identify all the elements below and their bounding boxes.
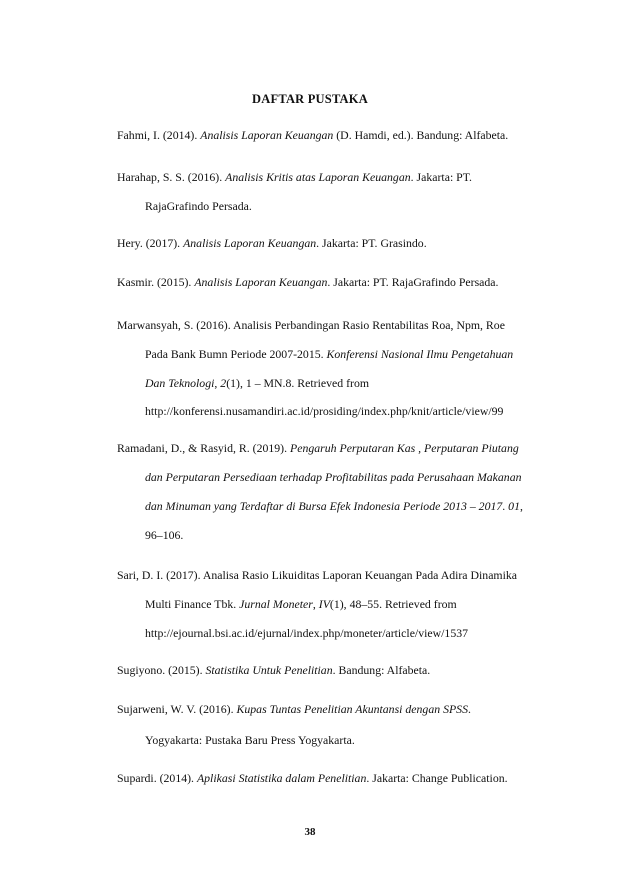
reference-italic-text: Dan Teknologi xyxy=(145,376,215,390)
reference-italic-text: Aplikasi Statistika dalam Penelitian xyxy=(196,771,367,785)
reference-italic-text: Kupas Tuntas Penelitian Akuntansi dengan SPSS xyxy=(236,702,468,716)
reference-entry xyxy=(117,568,517,583)
reference-continuation-line xyxy=(145,499,523,514)
reference-italic-text: dan Perputaran Persediaan terhadap Profitabilitas pada Perusahaan Makanan xyxy=(145,470,522,484)
reference-entry xyxy=(117,170,472,185)
reference-continuation-line xyxy=(145,347,513,362)
reference-text: (1), 48–55. Retrieved from xyxy=(329,597,457,611)
reference-continuation-line xyxy=(145,626,468,641)
reference-text: Kasmir. (2015). xyxy=(117,275,195,289)
reference-italic-text: dan Minuman yang Terdaftar di Bursa Efek Indonesia Periode 2013 – 2017 xyxy=(145,499,503,513)
reference-text: , xyxy=(312,597,319,611)
reference-italic-text: Analisis Kritis atas Laporan Keuangan xyxy=(225,170,411,184)
reference-entry xyxy=(117,128,508,143)
reference-italic-text: Jurnal Moneter xyxy=(239,597,313,611)
page-number: 38 xyxy=(304,826,316,838)
reference-entry xyxy=(117,236,427,251)
reference-entry xyxy=(117,318,505,333)
reference-text: Harahap, S. S. (2016). xyxy=(117,170,226,184)
reference-continuation-line xyxy=(145,733,355,748)
reference-text: , xyxy=(519,499,523,513)
reference-italic-text: 2 xyxy=(220,376,227,390)
reference-text: Sugiyono. (2015). xyxy=(117,663,206,677)
reference-text: . xyxy=(502,499,509,513)
reference-text: (D. Hamdi, ed.). Bandung: Alfabeta. xyxy=(333,128,509,142)
reference-italic-text: Pengaruh Perputaran Kas , Perputaran Piutang xyxy=(290,441,519,455)
reference-continuation-line xyxy=(145,199,252,214)
reference-italic-text: Analisis Laporan Keuangan xyxy=(200,128,334,142)
reference-continuation-line xyxy=(145,528,183,543)
reference-text: RajaGrafindo Persada. xyxy=(145,199,252,213)
reference-text: , xyxy=(214,376,221,390)
page-title: DAFTAR PUSTAKA xyxy=(252,92,368,106)
reference-text: (1), 1 – MN.8. Retrieved from xyxy=(226,376,370,390)
reference-continuation-line xyxy=(145,470,522,485)
reference-text: 96–106. xyxy=(145,528,184,542)
reference-entry xyxy=(117,702,471,717)
reference-entry xyxy=(117,771,508,786)
reference-entry xyxy=(117,441,519,456)
reference-continuation-line xyxy=(145,404,503,419)
reference-text: Ramadani, D., & Rasyid, R. (2019). xyxy=(117,441,291,455)
reference-italic-text: IV xyxy=(318,597,330,611)
reference-italic-text: Statistika Untuk Penelitian xyxy=(205,663,333,677)
reference-text: Fahmi, I. (2014). xyxy=(117,128,201,142)
reference-italic-text: 01 xyxy=(508,499,520,513)
reference-text: . xyxy=(467,702,471,716)
reference-text: . Jakarta: PT. RajaGrafindo Persada. xyxy=(327,275,499,289)
reference-entry xyxy=(117,663,430,678)
reference-text: Multi Finance Tbk. xyxy=(145,597,240,611)
reference-text: http://ejournal.bsi.ac.id/ejurnal/index.php/moneter/article/view/1537 xyxy=(145,626,469,640)
reference-text: Supardi. (2014). xyxy=(117,771,197,785)
reference-entry xyxy=(117,275,499,290)
reference-text: Sari, D. I. (2017). Analisa Rasio Likuiditas Laporan Keuangan Pada Adira Dinamika xyxy=(117,568,518,582)
reference-text: Hery. (2017). xyxy=(117,236,184,250)
reference-text: . Bandung: Alfabeta. xyxy=(332,663,431,677)
reference-italic-text: Analisis Laporan Keuangan xyxy=(194,275,328,289)
reference-text: . Jakarta: PT. Grasindo. xyxy=(316,236,427,250)
reference-text: Yogyakarta: Pustaka Baru Press Yogyakarta. xyxy=(145,733,355,747)
reference-text: Pada Bank Bumn Periode 2007-2015. xyxy=(145,347,327,361)
reference-text: Marwansyah, S. (2016). Analisis Perbandingan Rasio Rentabilitas Roa, Npm, Roe xyxy=(117,318,505,332)
reference-text: . Jakarta: Change Publication. xyxy=(366,771,508,785)
reference-continuation-line xyxy=(145,597,457,612)
reference-text: Sujarweni, W. V. (2016). xyxy=(117,702,237,716)
reference-continuation-line xyxy=(145,376,369,391)
reference-italic-text: Konferensi Nasional Ilmu Pengetahuan xyxy=(326,347,514,361)
reference-italic-text: Analisis Laporan Keuangan xyxy=(183,236,317,250)
reference-text: http://konferensi.nusamandiri.ac.id/prosiding/index.php/knit/article/view/99 xyxy=(145,404,504,418)
reference-text: . Jakarta: PT. xyxy=(410,170,473,184)
